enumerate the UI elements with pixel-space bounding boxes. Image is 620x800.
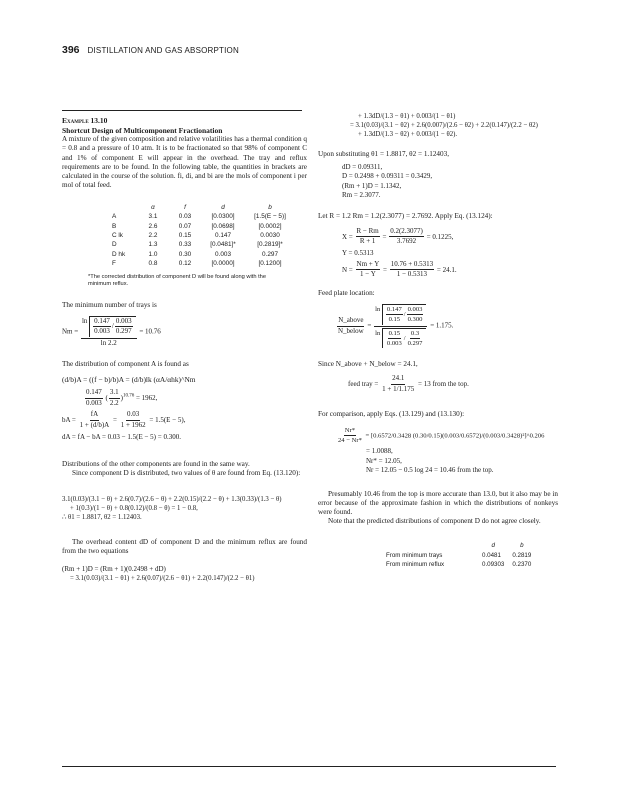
reflux-line-1: (Rm + 1)D = (Rm + 1)(0.2498 + dD) [62, 564, 166, 573]
cmp-bracket: [0.6572/0.3428 (0.30/0.15)(0.003/0.6572)/(0.003/0.3428)²]^0.206 [370, 432, 545, 440]
x-lhs: X = [342, 232, 353, 241]
result-d: D = 0.2498 + 0.09311 = 0.3429, [342, 172, 433, 181]
cmp-result-2: Nr* = 12.05, [366, 456, 402, 465]
table-row [112, 260, 296, 269]
left-column [62, 116, 307, 583]
nm-b1: 0.003 [115, 318, 133, 328]
table-cell: 1.3 [148, 241, 158, 249]
da-num2: 3.1 [109, 389, 120, 399]
table-row [112, 250, 296, 259]
feed-plate-equation: $\frac{\text{N\_above}}{\text{N\_below}}$ = ln $\frac{0.147}{0.15}$ / $\frac{0.003}{0.300}$ ln $\frac{0.15}{0.003}$ / $\frac{0.3}{0.297}$ = 1.175. [338, 306, 454, 347]
ba-den: 1 + (d/b)A [79, 421, 110, 430]
da-relation: (d/b)A = ((f − b)/b)A = (d/b)lk (αA/αhk)^Nm [62, 375, 196, 385]
comparison-header-row [382, 541, 535, 551]
x-mid: = [382, 232, 387, 241]
table-cell: 0.09303 [482, 561, 505, 569]
comparison-header: d [491, 541, 495, 549]
ba-num2: 0.03 [126, 411, 140, 421]
feed-tray-den: 1 + 1/1.175 [382, 385, 415, 394]
feed-tray-equation [348, 375, 558, 393]
feed-tray-num: 24.1 [391, 375, 405, 385]
table-cell: B [112, 222, 117, 230]
note-text: Note that the predicted distributions of component D do not agree closely. [328, 517, 541, 526]
comparison-results [366, 447, 558, 475]
table-cell: 1.0 [148, 250, 158, 258]
table-cell: [1.5(E − 5)] [254, 213, 286, 221]
nm-a1: 0.147 [93, 318, 111, 328]
n-num2: 10.76 + 0.5313 [390, 261, 434, 271]
ba-num: fA [90, 411, 99, 421]
table-cell: [0.0481]* [210, 241, 236, 249]
reflux-line-2: = 3.1(0.03)/(3.1 − θ1) + 2.6(0.07)/(2.6 − θ1) + 2.2(0.147)/(2.2 − θ1) [70, 575, 255, 583]
result-dd: dD = 0.09311, [342, 162, 383, 171]
example-label: Example 13.10 [62, 116, 108, 125]
table-cell: A [112, 213, 117, 221]
feed-tray-result: = 13 from the top. [418, 380, 469, 389]
cmp-result-1: = 1.0088, [366, 447, 393, 456]
table-row [382, 560, 535, 570]
overhead-text: The overhead content dD of component D and the minimum reflux are found from the two equations [62, 538, 307, 556]
ba-lhs: bA = [62, 416, 76, 425]
nm-fraction: ln $\frac{0.147}{0.003}$ / $\frac{0.003}{0.297}$ ln 2.2 [81, 316, 137, 348]
n-mid: = [383, 265, 387, 274]
dist-a-text: The distribution of component A is found as [62, 359, 189, 368]
table-cell: F [112, 260, 116, 268]
table-cell: 0.0481 [482, 551, 501, 559]
fp-a4: 0.300 [407, 316, 423, 324]
table-header: f [184, 203, 186, 211]
n-lhs: N = [342, 265, 353, 274]
component-d-text: Since component D is distributed, two values of θ are found from Eq. (13.120): [72, 469, 301, 478]
n-equation [342, 261, 558, 279]
feed-plate-text: Feed plate location: [318, 288, 375, 297]
nm-b2: 0.297 [115, 327, 132, 336]
table-cell: From minimum reflux [386, 561, 445, 569]
table-footnote: *The corrected distribution of component D will be found along with the minimum reflux. [88, 273, 266, 288]
fp-lhs-den: N_below [338, 326, 364, 335]
da-exponent: 10.76 [122, 393, 135, 399]
sum-text: Since N_above + N_below = 24.1, [318, 360, 418, 369]
cmp-lhs-num: Nr* [344, 427, 356, 436]
n-den: 1 − Y [360, 270, 376, 279]
table-header-row [112, 203, 296, 213]
comparison-header [382, 541, 478, 551]
table-header: α [151, 203, 155, 211]
x-den2: 3.7692 [396, 237, 417, 246]
min-trays-text: The minimum number of trays is [62, 300, 157, 309]
table-cell: D hk [112, 250, 126, 258]
reflux-results [342, 163, 558, 201]
table-row [112, 231, 296, 240]
da-calc: $\frac{0.147}{0.003}$ ( $\frac{3.1}{2.2}$ )$^{10.76}$ = 1962, [86, 388, 158, 407]
result-rd: (Rm + 1)D = 1.1342, [342, 181, 402, 190]
theta-line-2: + 1(0.3)/(1 − θ) + 0.8(0.12)/(0.8 − θ) = 1 − 0.8, [70, 504, 198, 512]
n-den2: 1 − 0.5313 [396, 270, 428, 279]
running-head [62, 44, 239, 57]
table-cell: 2.2 [148, 232, 158, 240]
nm-a2: 0.003 [94, 327, 110, 336]
da-result: = 1962, [135, 393, 158, 402]
table-row [382, 551, 535, 561]
table-cell: [0.1200] [258, 260, 282, 268]
table-cell: C lk [112, 232, 124, 240]
table-cell: 0.297 [262, 250, 278, 258]
let-r-text: Let R = 1.2 Rm = 1.2(2.3077) = 2.7692. Apply Eq. (13.124): [318, 212, 493, 221]
table-cell: 0.003 [215, 250, 231, 258]
feed-tray-lhs: feed tray = [348, 380, 379, 389]
table-cell: 0.12 [178, 260, 192, 268]
table-cell: 0.30 [178, 250, 192, 258]
page-number: 396 [62, 44, 80, 56]
example-top-rule [62, 110, 302, 111]
table-cell: 0.07 [178, 222, 192, 230]
ln-label: ln [81, 316, 88, 325]
da-den2: 2.2 [109, 398, 119, 407]
ba-mid: = [113, 416, 117, 425]
table-cell: [0.0002] [258, 222, 282, 230]
fp-a2: 0.003 [407, 306, 424, 315]
table-cell: [0.0300] [211, 213, 235, 221]
fp-ln-bottom: ln [375, 329, 381, 337]
fp-b3: 0.003 [386, 339, 402, 347]
cmp-result-3: Nr = 12.05 − 0.5 log 24 = 10.46 from the top. [366, 466, 494, 475]
ba-equation [62, 411, 307, 429]
cmp-lhs-den: 24 − Nr* [338, 437, 362, 445]
table-cell: [0.0000] [211, 260, 235, 268]
composition-table [112, 203, 296, 269]
fp-result: = 1.175. [430, 321, 454, 330]
nm-lhs: Nm = [62, 327, 79, 336]
x-num: R − Rm [356, 228, 380, 238]
nm-den: ln 2.2 [100, 339, 117, 348]
x-den: R + 1 [359, 237, 376, 246]
table-cell: 0.0030 [260, 232, 280, 240]
fp-ln-top: ln [375, 306, 381, 314]
comparison-text: For comparison, apply Eqs. (13.129) and (13.130): [318, 409, 465, 418]
table-cell: [0.0698] [211, 222, 235, 230]
ba-result: = 1.5(E − 5), [149, 416, 186, 425]
result-rm: Rm = 2.3077. [342, 191, 381, 200]
table-header [112, 203, 138, 213]
reflux-line-5: + 1.3dD/(1.3 − θ2) + 0.003/(1 − θ2). [358, 131, 458, 139]
presumably-text: Presumably 10.46 from the top is more accurate than 13.0, but it also may be in error because of the approximate fashion in which the distributions of nonkeys were found. [318, 489, 558, 517]
da-num1: 0.147 [85, 389, 103, 399]
fp-b2: 0.3 [410, 330, 420, 339]
table-row [112, 222, 296, 231]
x-result: = 0.1225, [426, 232, 454, 241]
table-cell: 0.8 [148, 260, 158, 268]
table-cell: 2.6 [148, 222, 158, 230]
example-intro: A mixture of the given composition and relative volatilities has a thermal condition q = 0.8 and a pressure of 10 atm. It is to be fractionated so that 98% of component C and 1% of component E will appear in the overhead. The tray and reflux requirements are to be found. In the following table, the quantities in brackets are calculated in the course of the solution. fi, di, and bi are the mols of component i per mol of total feed. [62, 135, 307, 190]
comparison-table [382, 541, 535, 571]
table-cell: 0.03 [178, 213, 192, 221]
fp-b4: 0.297 [407, 339, 423, 347]
da-final: dA = fA − bA = 0.03 − 1.5(E − 5) = 0.300. [62, 432, 181, 441]
page-bottom-rule [62, 766, 556, 767]
table-cell: 0.2819 [512, 551, 532, 559]
n-result: = 24.1. [436, 265, 457, 274]
table-cell: 0.33 [178, 241, 192, 249]
example-title: Shortcut Design of Multicomponent Fractionation [62, 125, 223, 135]
substitution-text: Upon substituting θ1 = 1.8817, θ2 = 1.12403, [318, 149, 449, 158]
theta-line-1: 3.1(0.03)/(3.1 − θ) + 2.6(0.7)/(2.6 − θ) + 2.2(0.15)/(2.2 − θ) + 1.3(0.33)/(1.3 − θ) [62, 495, 282, 503]
table-header: b [268, 203, 272, 211]
table-cell: 0.2370 [512, 561, 532, 569]
n-num: Nm + Y [356, 261, 381, 271]
theta-line-3: ∴ θ1 = 1.8817, θ2 = 1.12403. [62, 513, 142, 521]
fp-a3: 0.15 [388, 316, 401, 324]
right-column [318, 112, 558, 570]
fp-a1: 0.147 [386, 306, 403, 315]
x-num2: 0.2(2.3077) [389, 228, 424, 238]
fp-lhs-num: N_above [337, 317, 364, 327]
ba-den2: 1 + 1962 [120, 421, 146, 430]
nm-result: = 10.76 [139, 327, 161, 336]
nm-equation [62, 316, 307, 348]
comparison-equation: $\frac{Nr*}{24 - Nr*}$ = [0.6572/0.3428 (0.30/0.15)(0.003/0.6572)/(0.003/0.3428)²]^0.206 [338, 426, 545, 445]
reflux-line-3: + 1.3dD/(1.3 − θ1) + 0.003/(1 − θ1) [358, 113, 456, 120]
table-row [112, 213, 296, 222]
table-cell: 0.147 [215, 232, 231, 240]
table-cell: 3.1 [148, 213, 158, 221]
reflux-line-4: = 3.1(0.03)/(3.1 − θ2) + 2.6(0.007)/(2.6 − θ2) + 2.2(0.147)/(2.2 − θ2) [350, 122, 538, 130]
fp-b1: 0.15 [388, 330, 402, 339]
table-header: d [221, 203, 225, 211]
table-cell: D [112, 241, 117, 249]
da-den1: 0.003 [86, 398, 102, 407]
x-equation [342, 228, 558, 246]
table-cell: [0.2819]* [257, 241, 283, 249]
running-title: DISTILLATION AND GAS ABSORPTION [87, 46, 239, 55]
other-components-text: Distributions of the other components are found in the same way. [62, 460, 250, 469]
table-row [112, 241, 296, 250]
comparison-header: b [520, 541, 524, 549]
y-equation: Y = 0.5313 [342, 249, 374, 258]
table-cell: From minimum trays [386, 551, 443, 559]
table-cell: 0.15 [178, 232, 192, 240]
